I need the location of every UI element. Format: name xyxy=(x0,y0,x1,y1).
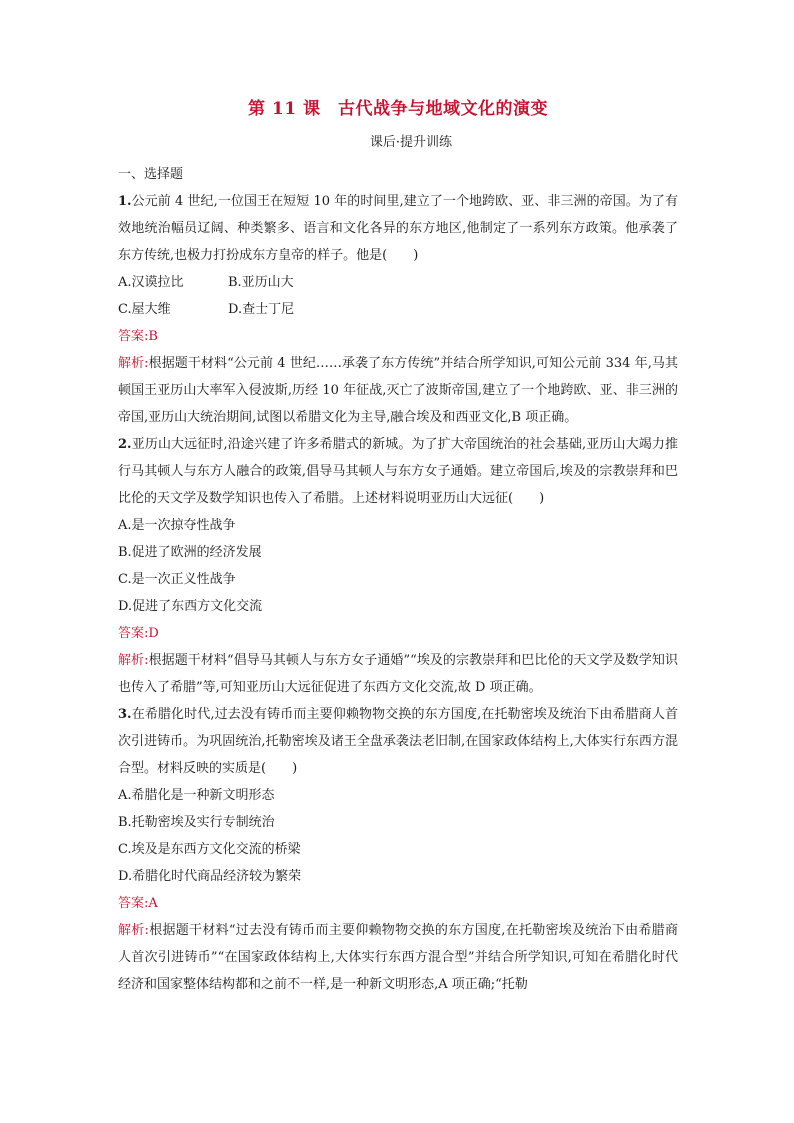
answer-label: 答案: xyxy=(118,896,149,911)
document-body xyxy=(118,97,678,998)
option-row xyxy=(118,296,678,323)
option-c: C.是一次正义性战争 xyxy=(118,572,236,587)
question-number: 1. xyxy=(118,194,132,209)
analysis-label: 解析: xyxy=(118,356,149,371)
option-b: B.托勒密埃及实行专制统治 xyxy=(118,815,275,830)
option-c: C.屋大维 xyxy=(118,302,171,317)
analysis-paragraph xyxy=(118,647,678,701)
analysis-paragraph xyxy=(118,350,678,431)
option-a: A.希腊化是一种新文明形态 xyxy=(118,788,275,803)
question-block xyxy=(118,431,678,701)
question-text: 亚历山大远征时,沿途兴建了许多希腊式的新城。为了扩大帝国统治的社会基础,亚历山大竭力推行马其顿人与东方人融合的政策,倡导马其顿人与东方女子通婚。建立帝国后,埃及的宗教崇拜和巴比伦的天文学及数学知识也传入了希腊。上述材料说明亚历山大远征( ) xyxy=(118,437,678,506)
option-row xyxy=(118,269,678,296)
analysis-text: 根据题干材料“过去没有铸币而主要仰赖物物交换的东方国度,在托勒密埃及统治下由希腊商人首次引进铸币”“在国家政体结构上,大体实行东西方混合型”并结合所学知识,可知在希腊化时代经济和国家整体结构都和之前不一样,是一种新文明形态,A 项正确;“托勒 xyxy=(118,923,678,992)
answer-label: 答案: xyxy=(118,626,149,641)
lesson-title: 第 11 课 古代战争与地域文化的演变 xyxy=(248,99,548,119)
analysis-label: 解析: xyxy=(118,653,149,668)
lesson-subtitle: 课后·提升训练 xyxy=(369,135,453,150)
answer-label: 答案: xyxy=(118,329,149,344)
option-b: B.促进了欧洲的经济发展 xyxy=(118,545,262,560)
answer-value: A xyxy=(148,896,158,911)
question-number: 3. xyxy=(118,707,132,722)
question-stem xyxy=(118,188,678,269)
analysis-label: 解析: xyxy=(118,923,149,938)
analysis-text: 根据题干材料“倡导马其顿人与东方女子通婚”“埃及的宗教崇拜和巴比伦的天文学及数学知识也传入了希腊”等,可知亚历山大远征促进了东西方文化交流,故 D 项正确。 xyxy=(118,653,678,695)
question-stem xyxy=(118,701,678,782)
question-block xyxy=(118,188,678,431)
question-block xyxy=(118,701,678,998)
question-text: 公元前 4 世纪,一位国王在短短 10 年的时间里,建立了一个地跨欧、亚、非三洲的帝国。为了有效地统治幅员辽阔、种类繁多、语言和文化各异的东方地区,他制定了一系列东方政策。他承袭了东方传统,也极力打扮成东方皇帝的样子。他是( ) xyxy=(118,194,678,263)
answer-value: D xyxy=(148,626,159,641)
answer-line xyxy=(118,620,678,647)
option-d: D.促进了东西方文化交流 xyxy=(118,599,263,614)
option-a: A.汉谟拉比 xyxy=(118,275,184,290)
question-number: 2. xyxy=(118,437,132,452)
section-heading: 一、选择题 xyxy=(118,167,184,182)
answer-line xyxy=(118,890,678,917)
option-b: B.亚历山大 xyxy=(228,275,294,290)
question-text: 在希腊化时代,过去没有铸币而主要仰赖物物交换的东方国度,在托勒密埃及统治下由希腊商人首次引进铸币。为巩固统治,托勒密埃及诸王全盘承袭法老旧制,在国家政体结构上,大体实行东西方混合型。材料反映的实质是( ) xyxy=(118,707,678,776)
answer-value: B xyxy=(148,329,158,344)
question-stem xyxy=(118,431,678,512)
option-c: C.埃及是东西方文化交流的桥梁 xyxy=(118,842,301,857)
option-d: D.希腊化时代商品经济较为繁荣 xyxy=(118,869,302,884)
answer-line xyxy=(118,323,678,350)
option-a: A.是一次掠夺性战争 xyxy=(118,518,236,533)
analysis-paragraph xyxy=(118,917,678,998)
analysis-text: 根据题干材料“公元前 4 世纪……承袭了东方传统”并结合所学知识,可知公元前 334 年,马其顿国王亚历山大率军入侵波斯,历经 10 年征战,灭亡了波斯帝国,建立了一个地跨欧、亚、非三洲的帝国,亚历山大统治期间,试图以希腊文化为主导,融合埃及和西亚文化,B 项正确。 xyxy=(118,356,678,425)
option-d: D.查士丁尼 xyxy=(228,302,295,317)
